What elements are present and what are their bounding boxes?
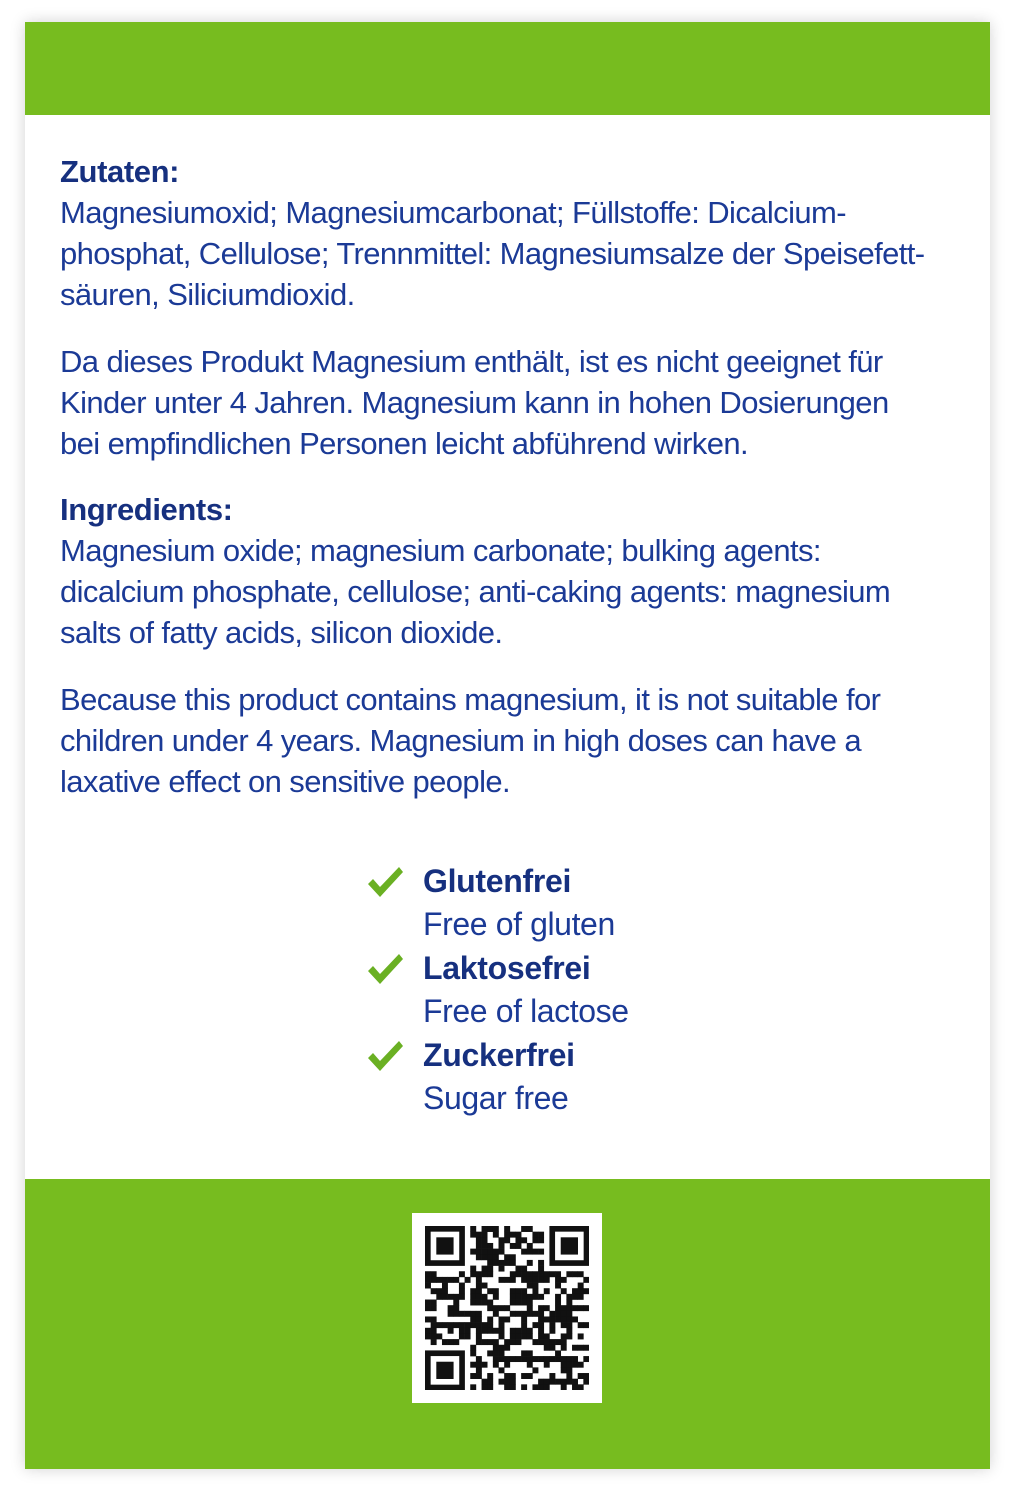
ingredients-de-section (60, 152, 965, 315)
ingredients-en-section (60, 490, 965, 653)
product-label-card (25, 22, 990, 1469)
ingredients-en-line: dicalcium phosphate, cellulose; anti-caking agents: magnesium (60, 574, 891, 609)
claim-en-label: Free of lactose (423, 993, 629, 1029)
checkmark-icon (365, 949, 405, 989)
warning-de-section (60, 341, 965, 464)
warning-en-line: children under 4 years. Magnesium in high doses can have a (60, 723, 861, 758)
claim-en-label: Sugar free (423, 1080, 569, 1116)
ingredients-de-line: Magnesiumoxid; Magnesiumcarbonat; Füllstoffe: Dicalcium- (60, 195, 846, 230)
warning-en-line: laxative effect on sensitive people. (60, 764, 511, 799)
warning-en-section (60, 679, 965, 802)
checkmark-icon (365, 1036, 405, 1076)
ingredients-de-line: säuren, Siliciumdioxid. (60, 277, 355, 312)
claim-item-sugar (365, 1034, 865, 1121)
label-text-content (60, 152, 965, 828)
qr-code-icon (425, 1226, 589, 1390)
top-green-band (25, 22, 990, 115)
warning-de-line: bei empfindlichen Personen leicht abführend wirken. (60, 426, 749, 461)
ingredients-de-heading: Zutaten: (60, 154, 180, 189)
ingredients-en-line: Magnesium oxide; magnesium carbonate; bulking agents: (60, 533, 821, 568)
warning-en-line: Because this product contains magnesium, it is not suitable for (60, 682, 881, 717)
claim-de-label: Laktosefrei (423, 950, 591, 986)
claim-en-label: Free of gluten (423, 906, 615, 942)
free-from-claims (365, 860, 865, 1121)
checkmark-icon (365, 862, 405, 902)
ingredients-en-heading: Ingredients: (60, 492, 233, 527)
claim-item-gluten (365, 860, 865, 947)
warning-de-line: Da dieses Produkt Magnesium enthält, ist es nicht geeignet für (60, 344, 883, 379)
claim-de-label: Zuckerfrei (423, 1037, 575, 1073)
warning-de-line: Kinder unter 4 Jahren. Magnesium kann in hohen Dosierungen (60, 385, 889, 420)
ingredients-de-line: phosphat, Cellulose; Trennmittel: Magnesiumsalze der Speisefett- (60, 236, 925, 271)
ingredients-en-line: salts of fatty acids, silicon dioxide. (60, 615, 503, 650)
qr-code (412, 1213, 602, 1403)
claim-de-label: Glutenfrei (423, 863, 572, 899)
claim-item-lactose (365, 947, 865, 1034)
